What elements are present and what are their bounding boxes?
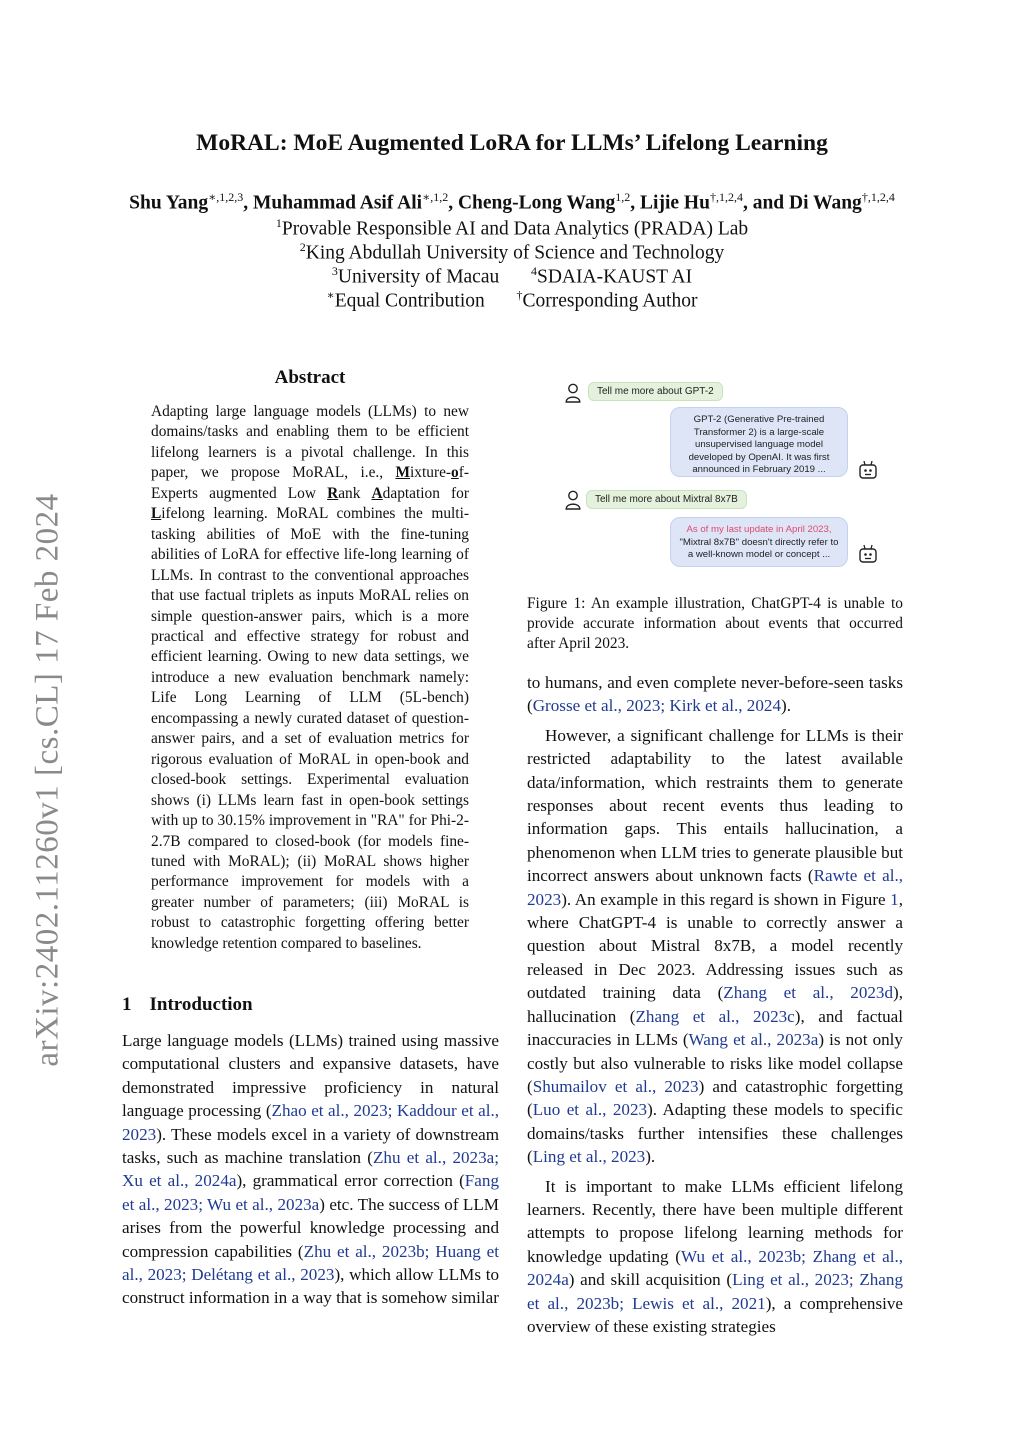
citation-link[interactable]: Shumailov et al., 2023	[532, 1076, 699, 1096]
citation-link[interactable]: Zhu et al., 2023b; Huang et al., 2023; Delétang et al., 2023	[122, 1241, 500, 1285]
author-separator: , and	[742, 192, 790, 214]
arxiv-identifier-stamp	[8, 493, 88, 1067]
citation-link[interactable]: Zhu et al., 2023a; Xu et al., 2024a	[122, 1148, 499, 1191]
figure-reference-link[interactable]: 1	[890, 889, 899, 909]
author-list	[0, 190, 1024, 215]
author-separator: ,	[630, 192, 641, 214]
user-icon	[565, 490, 581, 510]
affiliation-2: $^2$King Abdullah University of Science and Technology	[299, 240, 725, 264]
question-bubble-2: Tell me more about Mixtral 8x7B	[586, 490, 747, 509]
author-name: Muhammad Asif Ali	[253, 192, 423, 214]
citation-link[interactable]: Fang et al., 2023; Wu et al., 2023a	[122, 1171, 499, 1214]
abstract-heading: Abstract	[274, 367, 346, 388]
paragraph: to humans, and even complete never-before-seen tasks (Grosse et al., 2023; Kirk et al., 2024).	[527, 673, 903, 716]
affiliation-1: $^1$Provable Responsible AI and Data Analytics (PRADA) Lab	[275, 216, 749, 240]
answer-bubble-2: As of my last update in April 2023, "Mixtral 8x7B" doesn't directly refer to a well-known model or concept ...	[670, 517, 848, 567]
citation-link[interactable]: Grosse et al., 2023; Kirk et al., 2024	[532, 696, 781, 716]
citation-link[interactable]: Zhang et al., 2023c	[635, 1006, 795, 1026]
question-bubble-1: Tell me more about GPT-2	[588, 382, 723, 401]
citation-link[interactable]: Rawte et al., 2023	[527, 866, 903, 909]
arxiv-id: arXiv:2402.11260v1 [cs.CL] 17 Feb 2024	[29, 493, 66, 1067]
author-name: Shu Yang	[129, 192, 209, 214]
author-separator: ,	[243, 192, 254, 214]
user-icon	[565, 383, 581, 403]
citation-link[interactable]: Wang et al., 2023a	[688, 1030, 819, 1050]
author-name: Lijie Hu	[640, 192, 710, 214]
answer-bubble-1: GPT-2 (Generative Pre-trained Transformer 2) is a large-scale unsupervised language model developed by OpenAI. It was first announced in February 2019 ...	[670, 407, 848, 477]
introduction-paragraph: Large language models (LLMs) trained using massive computational clusters and expansive datasets, have demonstrated impressive proficiency in natural language processing (Zhao et al., 2023; Kaddour et al., 2023). These models excel in a variety of downstream tasks, such as machine translation (Zhu et al., 2023a; Xu et al., 2024a), grammatical error correction (Fang et al., 2023; Wu et al., 2023a) etc. The success of LLM arises from the powerful knowledge processing and compression capabilities (Zhu et al., 2023b; Huang et al., 2023; Delétang et al., 2023), which allow LLMs to construct information in a way that is somehow similar	[122, 1031, 500, 1308]
contribution-notes: ∗Equal Contribution †Corresponding Author	[326, 288, 698, 312]
citation-link[interactable]: Ling et al., 2023	[532, 1147, 646, 1167]
abstract-body: Adapting large language models (LLMs) to new domains/tasks and enabling them to be efficient lifelong learners is a pivotal challenge. In this paper, we propose MoRAL, i.e., Mixture-of-Experts augmented Low Rank Adaptation for Lifelong learning. MoRAL combines the multi-tasking abilities of MoE with the fine-tuning abilities of LoRA for effective life-long learning of LLMs. In contrast to the conventional approaches that use factual triplets as inputs MoRAL relies on simple question-answer pairs, which is a more practical and effective strategy for robust and efficient learning. Owing to new data settings, we introduce a new evaluation benchmark namely: Life Long Learning of LLM (5L-bench) encompassing a newly curated dataset of question-answer pairs, and a set of evaluation metrics for rigorous evaluation of MoRAL in open-book and closed-book settings. Experimental evaluation shows (i) LLMs learn fast in open-book settings with up to 30.15% improvement in "RA" for Phi-2-2.7B compared to closed-book (for models fine-tuned with MoRAL); (ii) MoRAL shows higher performance improvement for models with a greater number of parameters; (iii) MoRAL is robust to catastrophic forgetting offering better knowledge retention compared to baselines.	[151, 403, 469, 952]
paragraph: It is important to make LLMs efficient lifelong learners. Recently, there have been multiple different attempts to propose lifelong learning methods for knowledge updating (Wu et al., 2023b; Zhang et al., 2024a) and skill acquisition (Ling et al., 2023; Zhang et al., 2023b; Lewis et al., 2021), a comprehensive overview of these existing strategies	[527, 1176, 904, 1336]
author-affiliation-marks: ∗,1,2,3	[208, 190, 244, 204]
figure-1-chat-illustration	[555, 375, 885, 575]
author-name: Cheng-Long Wang	[457, 192, 616, 214]
citation-link[interactable]: Zhang et al., 2023d	[723, 983, 894, 1003]
figure-1-caption: Figure 1: An example illustration, ChatGPT-4 is unable to provide accurate information about events that occurred after April 2023.	[527, 595, 903, 652]
citation-link[interactable]: Zhao et al., 2023; Kaddour et al., 2023	[122, 1101, 499, 1144]
robot-icon	[857, 543, 879, 565]
author-separator: ,	[448, 192, 458, 214]
author-affiliation-marks: 1,2	[615, 190, 631, 204]
author-affiliation-marks: †,1,2,4	[709, 190, 743, 204]
paper-title: MoRAL: MoE Augmented LoRA for LLMs’ Lifelong Learning	[196, 130, 828, 156]
citation-link[interactable]: Luo et al., 2023	[532, 1100, 648, 1120]
author-name: Di Wang	[789, 192, 862, 214]
section-heading-introduction: 1 Introduction	[122, 994, 253, 1015]
citation-link[interactable]: Ling et al., 2023; Zhang et al., 2023b; Lewis et al., 2021	[527, 1270, 903, 1313]
robot-icon	[857, 459, 879, 481]
right-column-body	[527, 671, 903, 1344]
affiliation-3-4: $^3$University of Macau $^4$SDAIA-KAUST AI	[331, 264, 693, 288]
citation-link[interactable]: Wu et al., 2023b; Zhang et al., 2024a	[527, 1246, 904, 1290]
author-affiliation-marks: †,1,2,4	[861, 190, 895, 204]
author-affiliation-marks: ∗,1,2	[422, 190, 449, 204]
paragraph: However, a significant challenge for LLMs is their restricted adaptability to the latest available data/information, which restraints them to generate responses about recent events thus leading to information gaps. This entails hallucination, a phenomenon when LLM tries to generate plausible but incorrect answers about unknown facts (Rawte et al., 2023). An example in this regard is shown in Figure 1, where ChatGPT-4 is unable to correctly answer a question about Mistral 8x7B, a model recently released in Dec 2023. Addressing issues such as outdated training data (Zhang et al., 2023d), hallucination (Zhang et al., 2023c), and factual inaccuracies in LLMs (Wang et al., 2023a) is not only costly but also vulnerable to risks like model collapse (Shumailov et al., 2023) and catastrophic forgetting (Luo et al., 2023). Adapting these models to specific domains/tasks further intensifies these challenges (Ling et al., 2023).	[527, 725, 903, 1167]
